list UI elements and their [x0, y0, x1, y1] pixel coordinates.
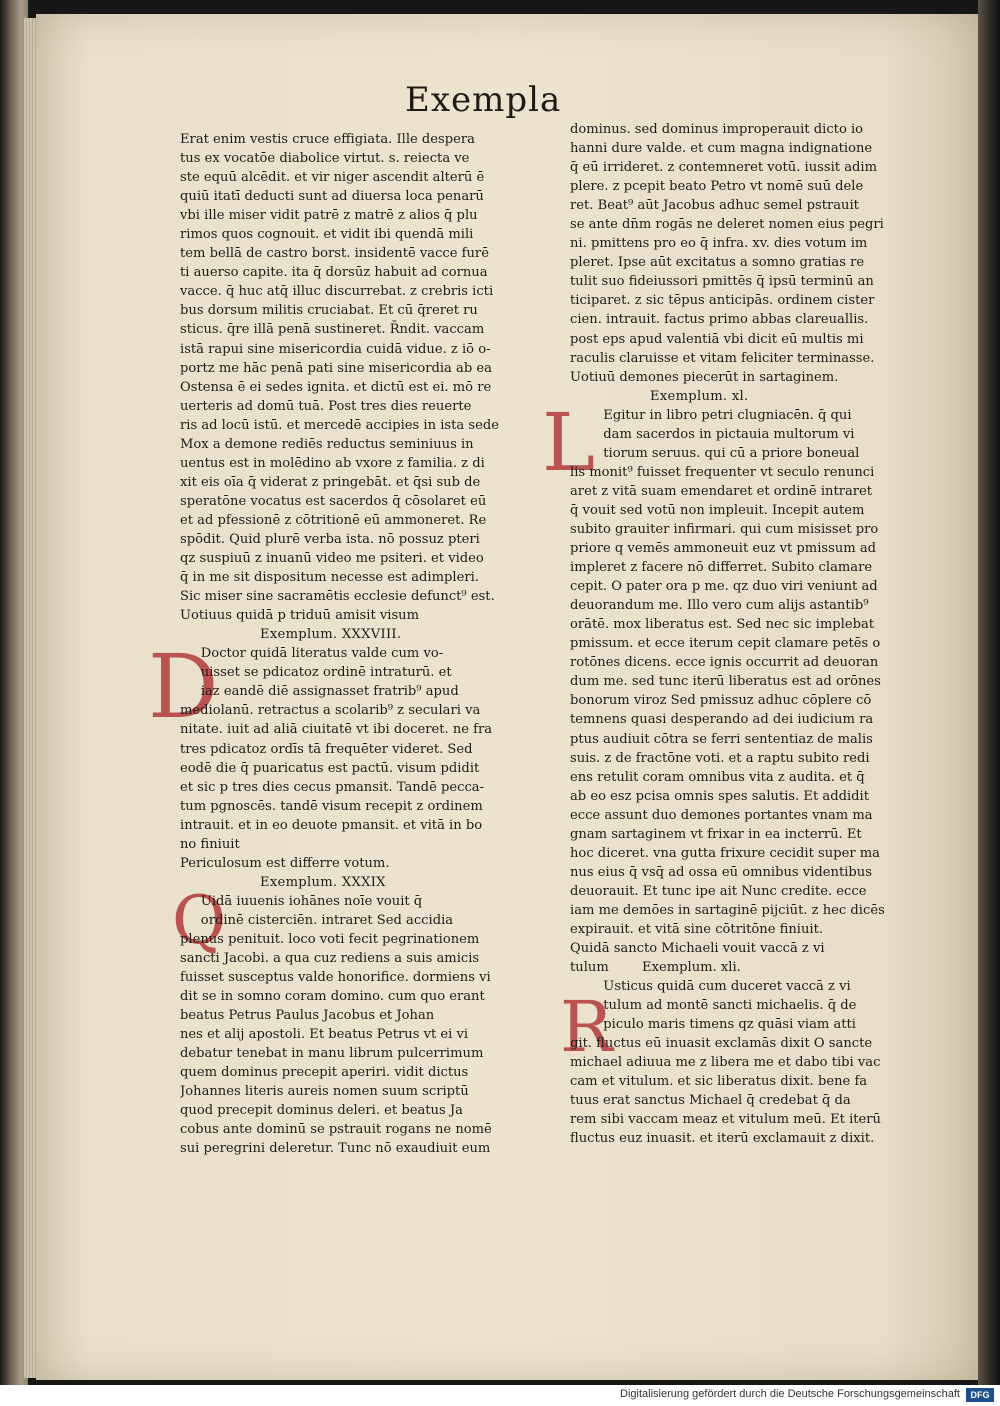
- text-line: cam et vitulum. et sic liberatus dixit. bene fa: [570, 1074, 868, 1090]
- text-line: ste equū alcēdit. et vir niger ascendit alterū ē: [180, 170, 485, 186]
- text-line: post eps apud valentiā vbi dicit eū multis mi: [570, 331, 864, 347]
- initial-l-ornament: L: [542, 396, 596, 489]
- text-line: tus ex vocatōe diabolice virtut. s. reiecta ve: [180, 151, 470, 167]
- text-line: ti auerso capite. ita q̄ dorsūz habuit ad cornua: [180, 265, 488, 281]
- text-line: fuisset susceptus valde honorifice. dormiens vi: [180, 970, 491, 986]
- text-line: dam sacerdos in pictauia multorum vi: [570, 426, 855, 442]
- text-line: sui peregrini deleretur. Tunc nō exaudiuit eum: [180, 1141, 491, 1157]
- text-line: ris ad locū istū. et mercedē accipies in ista sede: [180, 417, 499, 433]
- text-line: suis. z de fractōne voti. et a raptu subito redi: [570, 750, 870, 766]
- text-line: ret. Beat⁹ aūt Jacobus adhuc semel pstrauit: [570, 198, 859, 214]
- text-line: dum me. sed tunc iterū liberatus est ad orōnes: [570, 674, 881, 690]
- text-line: Usticus quidā cum duceret vaccā z vi: [570, 979, 851, 995]
- text-line: vacce. q̄ huc atq̄ illuc discurrebat. z crebris icti: [180, 284, 494, 300]
- text-line: se ante dn̄m rogās ne deleret nomen eius pegri: [570, 217, 884, 233]
- text-line: q̄ eū irrideret. z contemneret votū. iussit adim: [570, 160, 878, 176]
- running-header: Exempla: [405, 80, 562, 120]
- text-line: raculis claruisse et vitam feliciter terminasse.: [570, 350, 875, 366]
- text-line: tres pdicatoz ordīs tā frequēter videret. Sed: [180, 741, 473, 757]
- text-line: cobus ante dominū se pstrauit rogans ne nomē: [180, 1122, 492, 1138]
- text-line: quod precepit dominus deleri. et beatus Ja: [180, 1103, 463, 1119]
- text-line: pmissum. et ecce iterum cepit clamare petēs o: [570, 636, 881, 652]
- footer-credit: Digitalisierung gefördert durch die Deutsche Forschungsgemeinschaft: [620, 1388, 960, 1400]
- text-line: tulum Exemplum. xli.: [570, 960, 741, 976]
- text-line: sancti Jacobi. a qua cuz rediens a suis amicis: [180, 951, 480, 967]
- text-line: dit se in somno coram domino. cum quo erant: [180, 989, 485, 1005]
- text-line: spōdit. Quid plurē verba ista. nō possuz pteri: [180, 531, 480, 547]
- text-line: plere. z pcepit beato Petro vt nomē suū dele: [570, 179, 864, 195]
- text-line: uentus est in molēdino ab vxore z familia. z di: [180, 455, 485, 471]
- text-line: ecce assunt duo demones portantes vnam ma: [570, 807, 873, 823]
- text-line: qz suspiuū z inuanū video me psiteri. et video: [180, 551, 484, 567]
- text-line: et sic p tres dies cecus pmansit. Tandē pecca-: [180, 779, 485, 795]
- text-line: Quidā sancto Michaeli vouit vaccā z vi: [570, 941, 825, 957]
- text-line: uisset se pdicatoz ordinē intraturū. et: [180, 665, 452, 681]
- text-line: xit eis oīa q̄ viderat z pringebāt. et q̄si sub de: [180, 474, 481, 490]
- text-line: Sic miser sine sacramētis ecclesie defunct⁹ est.: [180, 589, 495, 605]
- text-line: aret z vitā suam emendaret et ordinē intraret: [570, 483, 873, 499]
- text-line: speratōne vocatus est sacerdos q̄ cōsolaret eū: [180, 493, 487, 509]
- text-line: Doctor quidā literatus valde cum vo-: [180, 646, 444, 662]
- text-line: quem dominus precepit aperiri. vidit dictus: [180, 1065, 469, 1081]
- text-line: Mox a demone rediēs reductus seminiuus in: [180, 436, 474, 452]
- text-line: Exemplum. xl.: [650, 388, 749, 404]
- initial-q-ornament: Q: [172, 882, 227, 959]
- text-line: ni. pmittens pro eo q̄ infra. xv. dies votum im: [570, 236, 868, 252]
- text-line: mediolanū. retractus a scolarib⁹ z seculari va: [180, 703, 481, 719]
- text-line: orātē. mox liberatus est. Sed nec sic implebat: [570, 617, 875, 633]
- text-line: et ad pfessionē z cōtritionē eū ammoneret. Re: [180, 512, 487, 528]
- left-text-column: [180, 130, 540, 1159]
- text-line: deuorauit. Et tunc ipe ait Nunc credite. ecce: [570, 883, 867, 899]
- text-line: hanni dure valde. et cum magna indignatione: [570, 141, 873, 157]
- text-line: Exemplum. XXXVIII.: [260, 627, 402, 643]
- text-line: Egitur in libro petri clugniacēn. q̄ qui: [570, 407, 852, 423]
- text-line: q̄ in me sit dispositum necesse est adimpleri.: [180, 570, 479, 586]
- text-line: rimos quos cognouit. et vidit ibi quendā mili: [180, 227, 474, 243]
- text-line: Ostensa ē ei sedes ignita. et dictū est ei. mō re: [180, 379, 492, 395]
- text-line: temnens quasi desperando ad dei iudicium ra: [570, 712, 874, 728]
- text-line: impleret z facere nō differret. Subito clamare: [570, 560, 873, 576]
- book-edge-right: [978, 0, 1000, 1385]
- text-line: debatur tenebat in manu librum pulcerrimum: [180, 1046, 484, 1062]
- text-line: rotōnes dicens. ecce ignis occurrit ad deuoran: [570, 655, 879, 671]
- initial-r-ornament: R: [560, 986, 613, 1068]
- text-line: ticiparet. z sic tēpus anticipās. ordinem cister: [570, 293, 875, 309]
- text-line: no finiuit: [180, 836, 240, 852]
- text-line: tem bellā de castro borst. insidentē vacce furē: [180, 246, 489, 262]
- text-line: tiorum seruus. qui cū a priore boneual: [570, 445, 860, 461]
- text-line: ptus audiuit cōtra se ferri sententiaz de malis: [570, 731, 873, 747]
- footer-bar: [0, 1385, 1000, 1406]
- text-line: Periculosum est differre votum.: [180, 855, 390, 871]
- text-line: ab eo esz pcisa omnis spes salutis. Et addidit: [570, 788, 870, 804]
- text-line: beatus Petrus Paulus Jacobus et Johan: [180, 1008, 435, 1024]
- text-line: hoc diceret. vna gutta frixure cecidit super ma: [570, 845, 880, 861]
- text-line: eodē die q̄ puaricatus est pactū. visum pdidit: [180, 760, 480, 776]
- text-line: cepit. O pater ora p me. qz duo viri veniunt ad: [570, 579, 878, 595]
- text-line: nitate. iuit ad aliā ciuitatē vt ibi doceret. ne fra: [180, 722, 493, 738]
- text-line: bonorum viroz Sed pmissuz adhuc cōplere cō: [570, 693, 872, 709]
- text-line: Uidā iuuenis iohānes noīe vouit q̄: [180, 893, 423, 909]
- text-line: ordinē cisterciēn. intraret Sed accidia: [180, 912, 454, 928]
- text-line: git. fluctus eū inuasit exclamās dixit O sancte: [570, 1036, 873, 1052]
- text-line: rem sibi vaccam meaz et vitulum meū. Et iterū: [570, 1112, 881, 1128]
- text-line: Johannes literis aureis nomen suum scriptū: [180, 1084, 469, 1100]
- text-line: vbi ille miser vidit patrē z matrē z alios q̄ plu: [180, 208, 478, 224]
- text-line: tulum ad montē sancti michaelis. q̄ de: [570, 998, 857, 1014]
- text-line: piculo maris timens qz quāsi viam atti: [570, 1017, 856, 1033]
- text-line: cien. intrauit. factus primo abbas clareuallis.: [570, 312, 869, 328]
- text-line: pleret. Ipse aūt excitatus a somno gratias re: [570, 255, 865, 271]
- right-text-column: [570, 120, 915, 1149]
- text-line: quiū itatī deducti sunt ad diuersa loca penarū: [180, 189, 484, 205]
- text-line: deuorandum me. Illo vero cum alijs astantib⁹: [570, 598, 869, 614]
- text-line: tuus erat sanctus Michael q̄ credebat q̄ da: [570, 1093, 851, 1109]
- text-line: iaz eandē diē assignasset fratrib⁹ apud: [180, 684, 459, 700]
- text-line: nus eius q̄ vsq̄ ad ossa eū omnibus videntibus: [570, 864, 872, 880]
- initial-d-ornament: D: [148, 635, 219, 738]
- text-line: intrauit. et in eo deuote pmansit. et vitā in bo: [180, 817, 483, 833]
- text-line: tum pgnoscēs. tandē visum recepit z ordinem: [180, 798, 483, 814]
- dfg-logo-icon: DFG: [966, 1388, 994, 1402]
- text-line: lis monit⁹ fuisset frequenter vt seculo renunci: [570, 464, 875, 480]
- text-line: uerteris ad domū tuā. Post tres dies reuerte: [180, 398, 472, 414]
- text-line: priore q vemēs ammoneuit euz vt pmissum ad: [570, 541, 877, 557]
- text-line: tulit suo fideiussori pmittēs q̄ ipsū terminū an: [570, 274, 874, 290]
- text-line: fluctus euz inuasit. et iterū exclamauit z dixit.: [570, 1131, 875, 1147]
- text-line: michael adiuua me z libera me et dabo tibi vac: [570, 1055, 881, 1071]
- text-line: Exemplum. XXXIX: [260, 874, 386, 890]
- text-line: subito grauiter infirmari. qui cum misisset pro: [570, 521, 879, 537]
- text-line: gnam sartaginem vt frixar in ea incterrū. Et: [570, 826, 862, 842]
- text-line: Uotiuus quidā p triduū amisit visum: [180, 608, 420, 624]
- text-line: Erat enim vestis cruce effigiata. Ille despera: [180, 132, 475, 147]
- text-line: expirauit. et vitā sine cōtritōne finiuit.: [570, 921, 824, 937]
- text-line: dominus. sed dominus improperauit dicto io: [570, 122, 864, 137]
- text-line: istā rapui sine misericordia cuidā vidue. z iō o-: [180, 341, 491, 357]
- text-line: iam me demōes in sartaginē pijciūt. z hec dicēs: [570, 902, 885, 918]
- text-line: plenus penituit. loco voti fecit pegrinationem: [180, 931, 480, 947]
- text-line: nes et alij apostoli. Et beatus Petrus vt ei vi: [180, 1027, 469, 1043]
- text-line: sticus. q̄re illā penā sustineret. R̄ndit. vaccam: [180, 322, 485, 338]
- text-line: Uotiuū demones piecerūt in sartaginem.: [570, 369, 839, 385]
- text-line: bus dorsum militis cruciabat. Et cū q̄reret ru: [180, 303, 478, 319]
- text-line: portz me hāc penā pati sine misericordia ab ea: [180, 360, 492, 376]
- text-line: q̄ vouit sed votū non impleuit. Incepit autem: [570, 502, 865, 518]
- text-line: ens retulit coram omnibus vita z audita. et q̄: [570, 769, 865, 785]
